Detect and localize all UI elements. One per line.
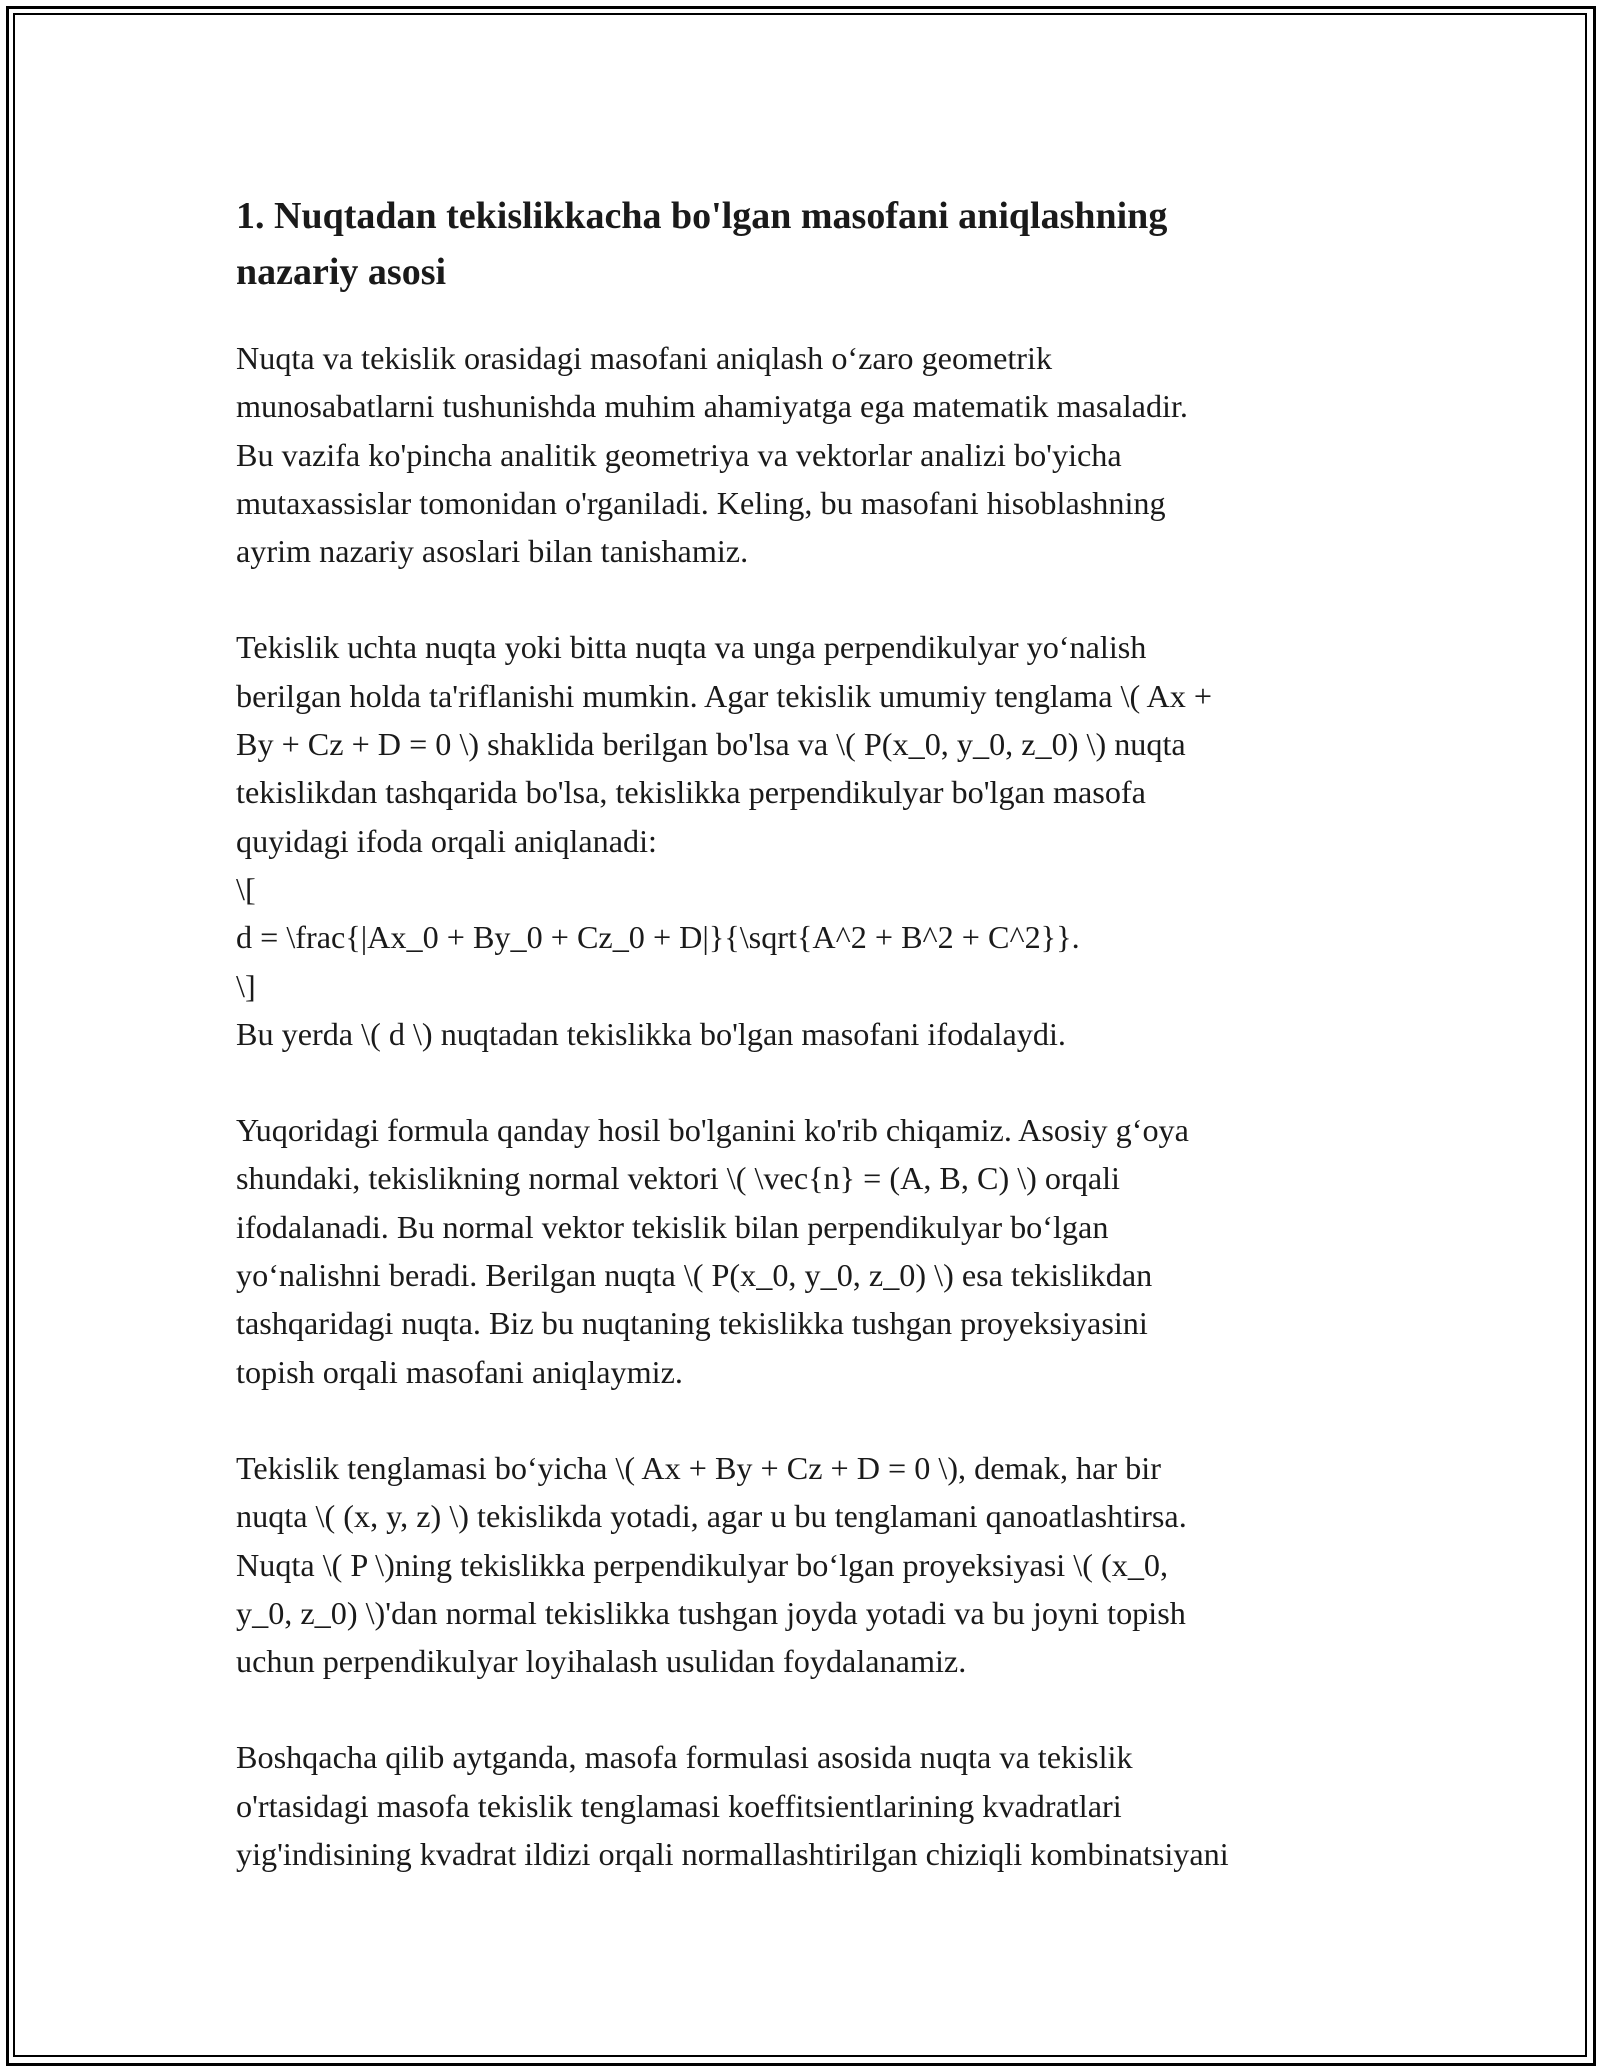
text-line: y_0, z_0) \)'dan normal tekislikka tushgan joyda yotadi va bu joyni topish bbox=[236, 1594, 1186, 1631]
paragraph-normal-vector bbox=[236, 1106, 1386, 1396]
text-line: Nuqta va tekislik orasidagi masofani aniqlash o‘zaro geometrik bbox=[236, 340, 1053, 376]
document-body bbox=[236, 188, 1386, 1926]
text-line: yo‘nalishni beradi. Berilgan nuqta \( P(x_0, y_0, z_0) \) esa tekislikdan bbox=[236, 1257, 1153, 1294]
text-line: mutaxassislar tomonidan o'rganiladi. Keling, bu masofani hisoblashning bbox=[236, 484, 1166, 521]
text-line: yig'indisining kvadrat ildizi orqali normallashtirilgan chiziqli kombinatsiyani bbox=[236, 1836, 1229, 1873]
text-line: berilgan holda ta'riflanishi mumkin. Agar tekislik umumiy tenglama \( Ax + bbox=[236, 677, 1212, 714]
text-line: quyidagi ifoda orqali aniqlanadi: bbox=[236, 822, 657, 859]
text-line: By + Cz + D = 0 \) shaklida berilgan bo'lsa va \( P(x_0, y_0, z_0) \) nuqta bbox=[236, 726, 1186, 763]
text-line: tashqaridagi nuqta. Biz bu nuqtaning tekislikka tushgan proyeksiyasini bbox=[236, 1305, 1148, 1342]
section-heading bbox=[236, 188, 1386, 300]
distance-formula: d = \frac{|Ax_0 + By_0 + Cz_0 + D|}{\sqrt{A^2 + B^2 + C^2}}. bbox=[236, 919, 1080, 956]
text-line: Bu yerda \( d \) nuqtadan tekislikka bo'lgan masofani ifodalaydi. bbox=[236, 1015, 1066, 1052]
text-line: o'rtasidagi masofa tekislik tenglamasi koeffitsientlarining kvadratlari bbox=[236, 1787, 1122, 1824]
heading-line: nazariy asosi bbox=[236, 251, 447, 293]
formula-open: \[ bbox=[236, 870, 256, 907]
text-line: Tekislik tenglamasi bo‘yicha \( Ax + By + Cz + D = 0 \), demak, har bir bbox=[236, 1449, 1161, 1486]
text-line: Yuqoridagi formula qanday hosil bo'lganini ko'rib chiqamiz. Asosiy g‘oya bbox=[236, 1112, 1189, 1149]
paragraph-projection bbox=[236, 1444, 1386, 1685]
text-line: Bu vazifa ko'pincha analitik geometriya va vektorlar analizi bo'yicha bbox=[236, 436, 1122, 473]
text-line: shundaki, tekislikning normal vektori \( \vec{n} = (A, B, C) \) orqali bbox=[236, 1160, 1120, 1197]
formula-close: \] bbox=[236, 967, 256, 1004]
text-line: topish orqali masofani aniqlaymiz. bbox=[236, 1353, 683, 1390]
text-line: Nuqta \( P \)ning tekislikka perpendikulyar bo‘lgan proyeksiyasi \( (x_0, bbox=[236, 1546, 1169, 1583]
paragraph-intro bbox=[236, 334, 1386, 575]
text-line: ifodalanadi. Bu normal vektor tekislik bilan perpendikulyar bo‘lgan bbox=[236, 1208, 1109, 1245]
text-line: tekislikdan tashqarida bo'lsa, tekislikka perpendikulyar bo'lgan masofa bbox=[236, 774, 1146, 811]
paragraph-summary bbox=[236, 1733, 1386, 1878]
text-line: nuqta \( (x, y, z) \) tekislikda yotadi, agar u bu tenglamani qanoatlashtirsa. bbox=[236, 1498, 1187, 1535]
text-line: Boshqacha qilib aytganda, masofa formulasi asosida nuqta va tekislik bbox=[236, 1739, 1133, 1776]
paragraph-formula bbox=[236, 623, 1386, 1058]
text-line: ayrim nazariy asoslari bilan tanishamiz. bbox=[236, 533, 749, 570]
text-line: munosabatlarni tushunishda muhim ahamiyatga ega matematik masaladir. bbox=[236, 388, 1188, 425]
heading-line: 1. Nuqtadan tekislikkacha bo'lgan masofani aniqlashning bbox=[236, 195, 1168, 237]
text-line: uchun perpendikulyar loyihalash usulidan foydalanamiz. bbox=[236, 1643, 967, 1680]
text-line: Tekislik uchta nuqta yoki bitta nuqta va unga perpendikulyar yo‘nalish bbox=[236, 629, 1147, 666]
